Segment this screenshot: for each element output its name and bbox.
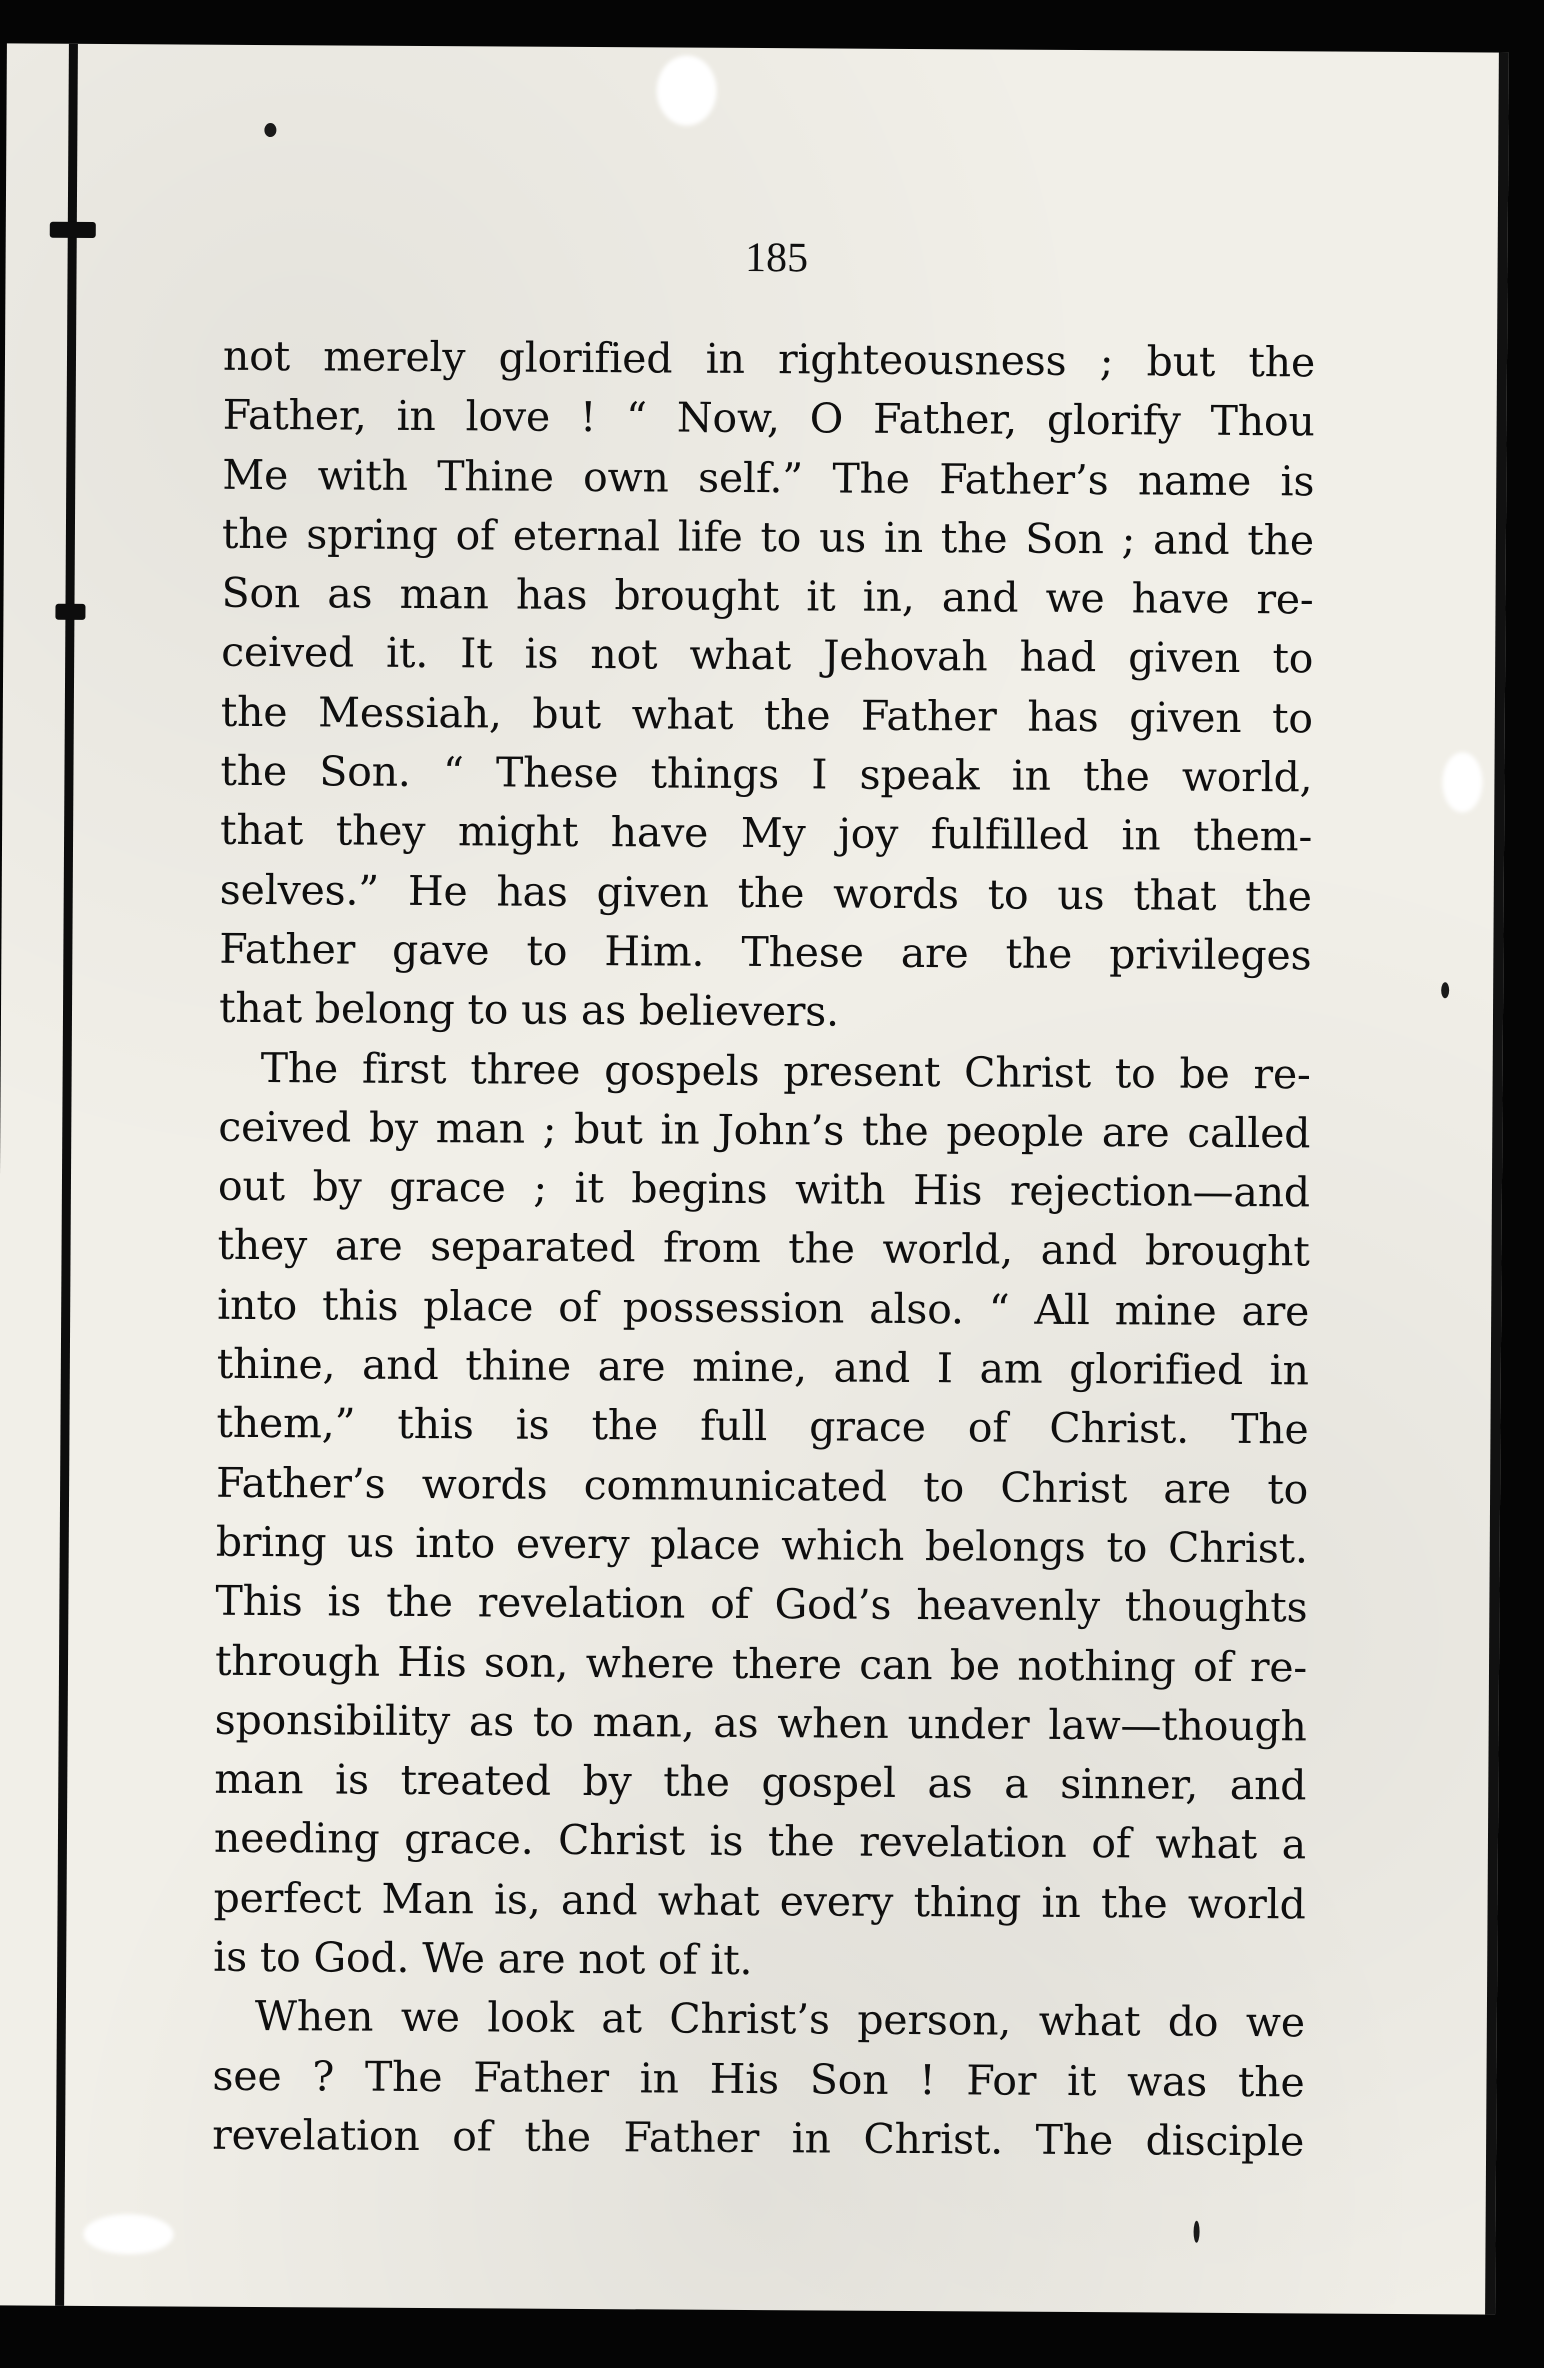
paper-blemish bbox=[656, 55, 716, 125]
ink-speck bbox=[1194, 2221, 1200, 2243]
ink-speck bbox=[1441, 982, 1449, 998]
paper-blemish bbox=[83, 2214, 173, 2255]
page-edge bbox=[1485, 53, 1509, 2315]
text-line: the spring of eternal life to us in the Son ; and the bbox=[221, 509, 1315, 565]
text-line: thine, and thine are mine, and I am glorified in bbox=[216, 1339, 1309, 1395]
binding-notch bbox=[55, 604, 85, 620]
ink-speck bbox=[264, 123, 276, 137]
text-line: Father, in love ! “ Now, O Father, glorify Thou bbox=[222, 391, 1315, 446]
text-line: revelation of the Father in Christ. The disciple bbox=[212, 2110, 1305, 2166]
text-line: bring us into every place which belongs to Christ. bbox=[215, 1517, 1308, 1573]
text-line: The first three gospels present Christ to be re- bbox=[260, 1043, 1311, 1098]
binding-line bbox=[55, 44, 78, 2306]
text-line: sponsibility as to man, as when under law—though bbox=[214, 1695, 1307, 1751]
text-line: ceived by man ; but in John’s the people are called bbox=[218, 1102, 1311, 1158]
text-line: out by grace ; it begins with His rejection—and bbox=[217, 1161, 1311, 1217]
text-line: needing grace. Christ is the revelation of what a bbox=[213, 1814, 1307, 1869]
text-line: selves.” He has given the words to us that the bbox=[219, 865, 1312, 921]
text-line: into this place of possession also. “ All mine are bbox=[217, 1280, 1310, 1336]
text-line: Father’s words communicated to Christ are to bbox=[215, 1458, 1309, 1514]
text-line: Father gave to Him. These are the privileges bbox=[219, 924, 1312, 980]
text-line: through His son, where there can be nothing of re- bbox=[214, 1636, 1308, 1691]
text-line: perfect Man is, and what every thing in the world bbox=[213, 1873, 1306, 1929]
text-line: that belong to us as believers. bbox=[218, 984, 840, 1036]
text-line: ceived it. It is not what Jehovah had given to bbox=[221, 628, 1314, 683]
text-line: Son as man has brought it in, and we have re- bbox=[221, 568, 1314, 624]
text-line: them,” this is the full grace of Christ. The bbox=[216, 1399, 1309, 1454]
text-line: not merely glorified in righteousness ; but the bbox=[222, 331, 1316, 387]
text-line: they are separated from the world, and brought bbox=[217, 1221, 1310, 1276]
text-line: Me with Thine own self.” The Father’s name is bbox=[222, 450, 1315, 506]
book-page bbox=[0, 43, 1509, 2314]
text-line: see ? The Father in His Son ! For it was the bbox=[212, 2051, 1305, 2107]
text-line: man is treated by the gospel as a sinner, and bbox=[214, 1754, 1307, 1810]
paper-blemish bbox=[1442, 752, 1482, 812]
text-line: the Son. “ These things I speak in the world, bbox=[220, 746, 1313, 802]
text-line: that they might have My joy fulfilled in them- bbox=[219, 806, 1313, 861]
text-line: is to God. We are not of it. bbox=[213, 1932, 753, 1985]
page-number: 185 bbox=[744, 234, 809, 282]
text-line: This is the revelation of God’s heavenly thoughts bbox=[215, 1576, 1308, 1632]
text-line: When we look at Christ’s person, what do we bbox=[254, 1992, 1306, 2047]
body-text bbox=[212, 327, 1315, 2172]
text-line: the Messiah, but what the Father has given to bbox=[220, 687, 1313, 743]
